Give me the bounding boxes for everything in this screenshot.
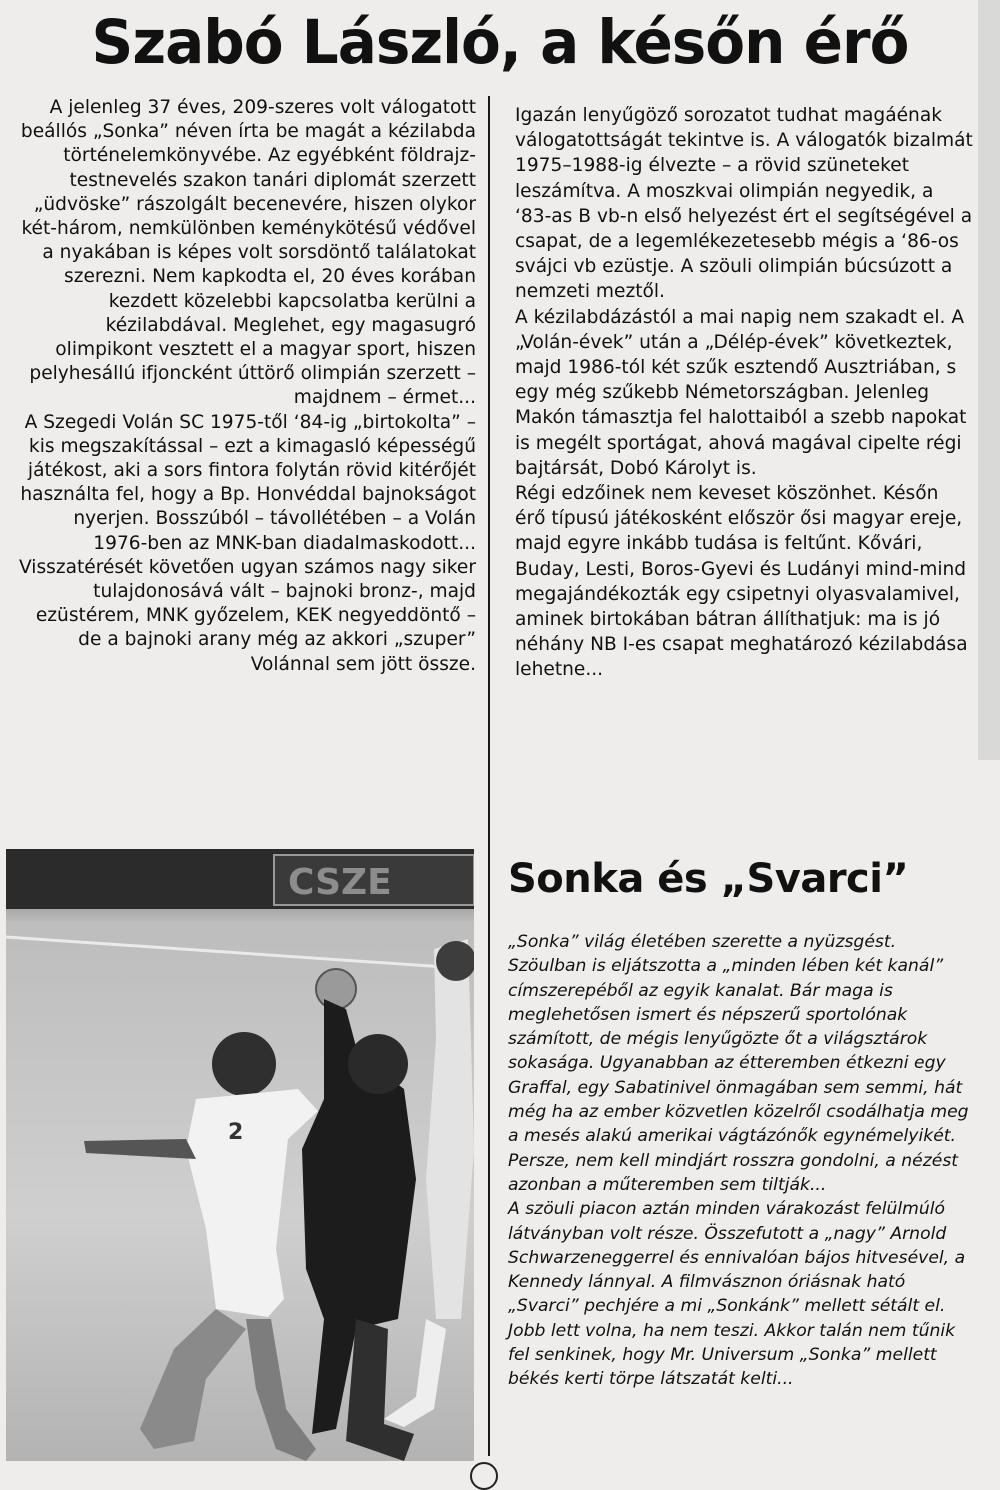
page-edge-shadow xyxy=(978,0,1000,760)
right-paragraph-1: Igazán lenyűgöző sorozatot tudhat magáénak válogatottságát tekintve is. A válogatók bizalmát 1975–1988-ig élvezte – a rövid szüneteket leszámítva. A moszkvai olimpián negyedik, a ‘83-as B vb-n első helyezést ért el segítségével a csapat, de a legemlékezetesebb mégis a ‘86-os svájci vb ezüstje. A szöuli olimpián búcsúzott a nemzeti meztől. xyxy=(515,105,973,303)
sidebar-paragraph-2: A szöuli piacon aztán minden várakozást felülmúló látványban volt része. Összefutott a „nagy” Arnold Schwarzeneggerrel és ennivalóan bájos hitvesével, a Kennedy lánnyal. A filmvásznon óriásnak ható „Svarci” pechjére a mi „Sonkánk” mellett sétált el. Jobb lett volna, ha nem teszi. Akkor talán nem tűnik fel senkinek, hogy Mr. Universum „Sonka” mellett békés kerti törpe látszatát kelti... xyxy=(508,1199,966,1390)
left-paragraph-2: A Szegedi Volán SC 1975-től ‘84-ig „birtokolta” – kis megszakítással – ezt a kimagasló képességű játékost, aki a sors fintora folytán rövid kitérőjét használta fel, hogy a Bp. Honvéddal bajnokságot nyerjen. Bosszúból – távollétében – a Volán 1976-ben az MNK-ban diadalmaskodott... xyxy=(20,411,476,554)
article-title: Szabó László, a későn érő xyxy=(91,6,909,78)
sidebar-paragraph-1: „Sonka” világ életében szerette a nyüzsgést. Szöulban is eljátszotta a „minden lében két kanál” címszerepéből az egyik kanalat. Bár maga is meglehetősen ismert és népszerű sportolónak számított, de mégis lenyűgözte őt a világsztárok sokasága. Ugyanabban az étteremben étkezni egy Graffal, egy Sabatinivel önmagában sem semmi, hát még ha az ember közvetlen közelről csodálhatja meg a mesés alakú amerikai vágtázónők egynémelyikét. Persze, nem kell mindjárt rosszra gondolni, a nézést azonban a műteremben sem tiltják... xyxy=(508,932,969,1195)
left-paragraph-1: A jelenleg 37 éves, 209-szeres volt válogatott beállós „Sonka” néven írta be magát a kézilabda történelemkönyvébe. Az egyébként földrajz-testnevelés szakon tanári diplomát szerzett „üdvöske” rászolgált becenevére, hiszen olykor két-három, nemkülönben keménykötésű védővel a nyakában is képes volt sorsdöntő találatokat szerezni. Nem kapkodta el, 20 éves korában kezdett közelebbi kapcsolatba kerülni a kézilabdával. Meglehet, egy magasugró olimpikont vesztett el a magyar sport, hiszen pelyhesállú ifjoncként úttörő olimpián szerzett – majdnem – érmet... xyxy=(20,97,476,409)
jersey-number: 2 xyxy=(228,1120,244,1145)
photo-banner-text: CSZE xyxy=(288,862,392,903)
handball-photo xyxy=(6,849,474,1461)
right-paragraph-2: A kézilabdázástól a mai napig nem szakadt el. A „Volán-évek” után a „Délép-évek” következtek, majd 1986-tól két szűk esztendő Ausztriában, s egy még szűkebb Németországban. Jelenleg Makón támasztja fel halottaiból a szebb napokat is megélt sportágat, ahová magával cipelte régi bajtársát, Dobó Károlyt is. xyxy=(515,306,967,479)
sidebar-text xyxy=(508,930,970,1392)
right-paragraph-3: Régi edzőinek nem keveset köszönhet. Későn érő típusú játékosként először ősi magyar ereje, majd egyre inkább tudása is feltűnt. Kővári, Buday, Lesti, Boros-Gyevi és Ludányi mind-mind megajándékozták egy csipetnyi olyasvalamivel, aminek birtokában bátran állíthatjuk: ma is jó néhány NB I-es csapat meghatározó kézilabdása lehetne... xyxy=(515,483,968,681)
left-paragraph-3: Visszatérését követően ugyan számos nagy siker tulajdonosává vált – bajnoki bronz-, majd ezüstérem, MNK győzelem, KEK negyeddöntő – de a bajnoki arany még az akkori „szuper” Volánnal sem jött össze. xyxy=(18,556,476,675)
column-divider xyxy=(488,96,490,1456)
page-number-circle xyxy=(470,1462,498,1490)
sidebar-title: Sonka és „Svarci” xyxy=(508,856,909,902)
left-column xyxy=(14,96,476,677)
right-column xyxy=(515,103,973,683)
